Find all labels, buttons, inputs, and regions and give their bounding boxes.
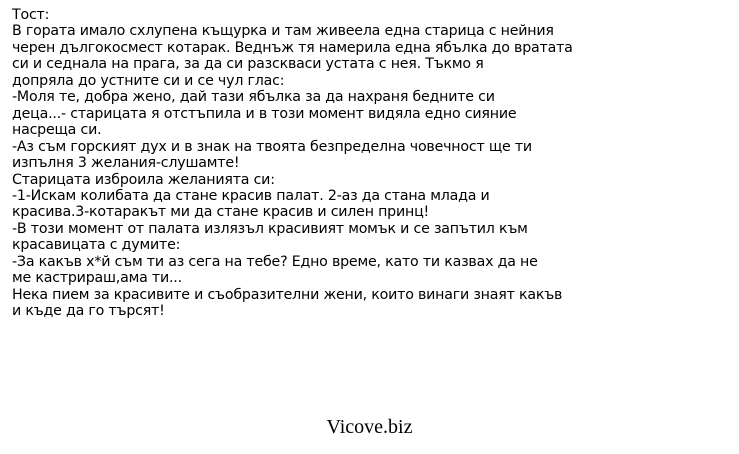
toast-line: красавицата с думите: bbox=[12, 237, 181, 254]
toast-line: и къде да го търсят! bbox=[12, 303, 165, 320]
toast-line: В гората имало схлупена къщурка и там живеела една старица с нейния bbox=[12, 23, 554, 40]
toast-line: красива.3-котаракът ми да стане красив и силен принц! bbox=[12, 204, 430, 221]
toast-line: изпълня 3 желания-слушамте! bbox=[12, 155, 240, 172]
toast-line: ме кастрираш,ама ти... bbox=[12, 270, 182, 287]
toast-line: черен дългокосмест котарак. Веднъж тя намерила една ябълка до вратата bbox=[12, 39, 573, 56]
toast-line: допряла до устните си и се чул глас: bbox=[12, 72, 285, 89]
toast-line: Нека пием за красивите и съобразителни жени, които винаги знаят какъв bbox=[12, 286, 563, 303]
toast-line: -Моля те, добра жено, дай тази ябълка за да нахраня бедните си bbox=[12, 89, 495, 106]
toast-line: си и седнала на прага, за да си разскваси устата с нея. Тъкмо я bbox=[12, 56, 484, 73]
toast-line: Тост: bbox=[12, 7, 50, 23]
toast-line: -Аз съм горският дух и в знак на твоята безпределна човечност ще ти bbox=[12, 138, 532, 155]
toast-line: деца...- старицата я отстъпила и в този момент видяла едно сияние bbox=[12, 105, 517, 122]
toast-line: -В този момент от палата излязъл красивият момък и се запътил към bbox=[12, 220, 528, 237]
site-watermark: Vicove.biz bbox=[326, 416, 413, 438]
toast-line: -За какъв х*й съм ти аз сега на тебе? Едно време, като ти казвах да не bbox=[12, 253, 538, 270]
toast-text bbox=[12, 7, 602, 320]
toast-line: насреща си. bbox=[12, 122, 102, 139]
toast-line: Старицата изброила желанията си: bbox=[12, 171, 275, 188]
toast-line: -1-Искам колибата да стане красив палат. 2-аз да стана млада и bbox=[12, 187, 490, 204]
